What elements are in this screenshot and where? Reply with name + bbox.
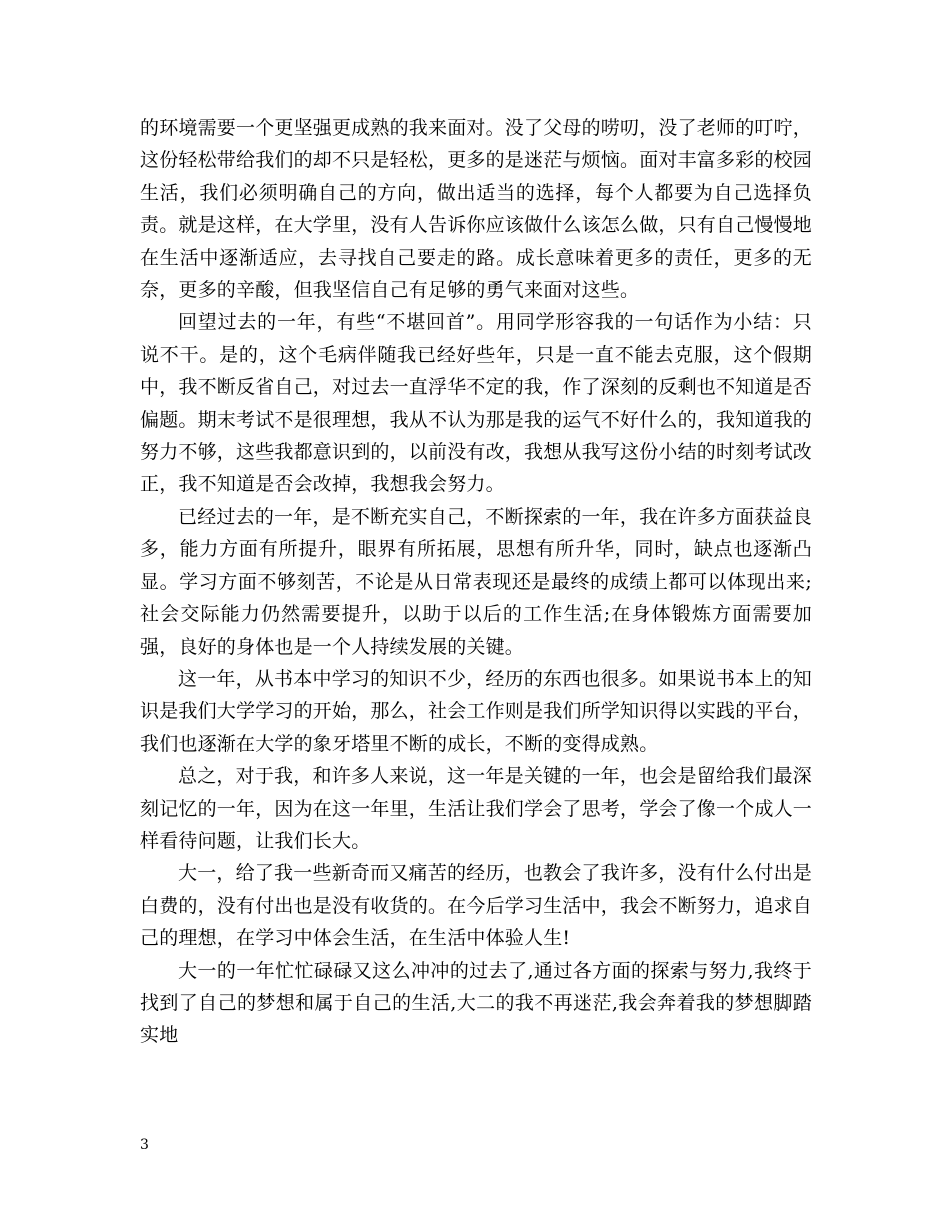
paragraph-1: 的环境需要一个更坚强更成熟的我来面对。没了父母的唠叨，没了老师的叮咛，这份轻松带给我们的却不只是轻松，更多的是迷茫与烦恼。面对丰富多彩的校园生活，我们必须明确自己的方向，做出适当的选择，每个人都要为自己选择负责。就是这样，在大学里，没有人告诉你应该做什么该怎么做，只有自己慢慢地在生活中逐渐适应，去寻找自己要走的路。成长意味着更多的责任，更多的无奈，更多的辛酸，但我坚信自己有足够的勇气来面对这些。 (140, 117, 813, 302)
page-number: 3 (140, 1137, 149, 1153)
paragraph-7: 大一的一年忙忙碌碌又这么冲冲的过去了,通过各方面的探索与努力,我终于找到了自己的梦想和属于自己的生活,大二的我不再迷茫,我会奔着我的梦想脚踏实地 (140, 959, 812, 1047)
paragraph-4: 这一年，从书本中学习的知识不少，经历的东西也很多。如果说书本上的知识是我们大学学习的开始，那么，社会工作则是我们所学知识得以实践的平台，我们也逐渐在大学的象牙塔里不断的成长，不断的变得成熟。 (140, 667, 813, 755)
paragraph-6: 大一，给了我一些新奇而又痛苦的经历，也教会了我许多，没有什么付出是白费的，没有付出也是没有收货的。在今后学习生活中，我会不断努力，追求自己的理想，在学习中体会生活，在生活中体验人生! (140, 862, 813, 950)
paragraph-2: 回望过去的一年，有些“不堪回首”。用同学形容我的一句话作为小结：只说不干。是的，这个毛病伴随我已经好些年，只是一直不能去克服，这个假期中，我不断反省自己，对过去一直浮华不定的我，作了深刻的反剩也不知道是否偏题。期末考试不是很理想，我从不认为那是我的运气不好什么的，我知道我的努力不够，这些我都意识到的，以前没有改，我想从我写这份小结的时刻考试改正，我不知道是否会改掉，我想我会努力。 (140, 311, 813, 496)
paragraph-3: 已经过去的一年，是不断充实自己，不断探索的一年，我在许多方面获益良多，能力方面有所提升，眼界有所拓展，思想有所升华，同时，缺点也逐渐凸显。学习方面不够刻苦，不论是从日常表现还是最终的成绩上都可以体现出来;社会交际能力仍然需要提升，以助于以后的工作生活;在身体锻炼方面需要加强，良好的身体也是一个人持续发展的关键。 (140, 505, 812, 658)
document-body (140, 112, 812, 1052)
paragraph-5: 总之，对于我，和许多人来说，这一年是关键的一年，也会是留给我们最深刻记忆的一年，因为在这一年里，生活让我们学会了思考，学会了像一个成人一样看待问题，让我们长大。 (140, 765, 813, 852)
